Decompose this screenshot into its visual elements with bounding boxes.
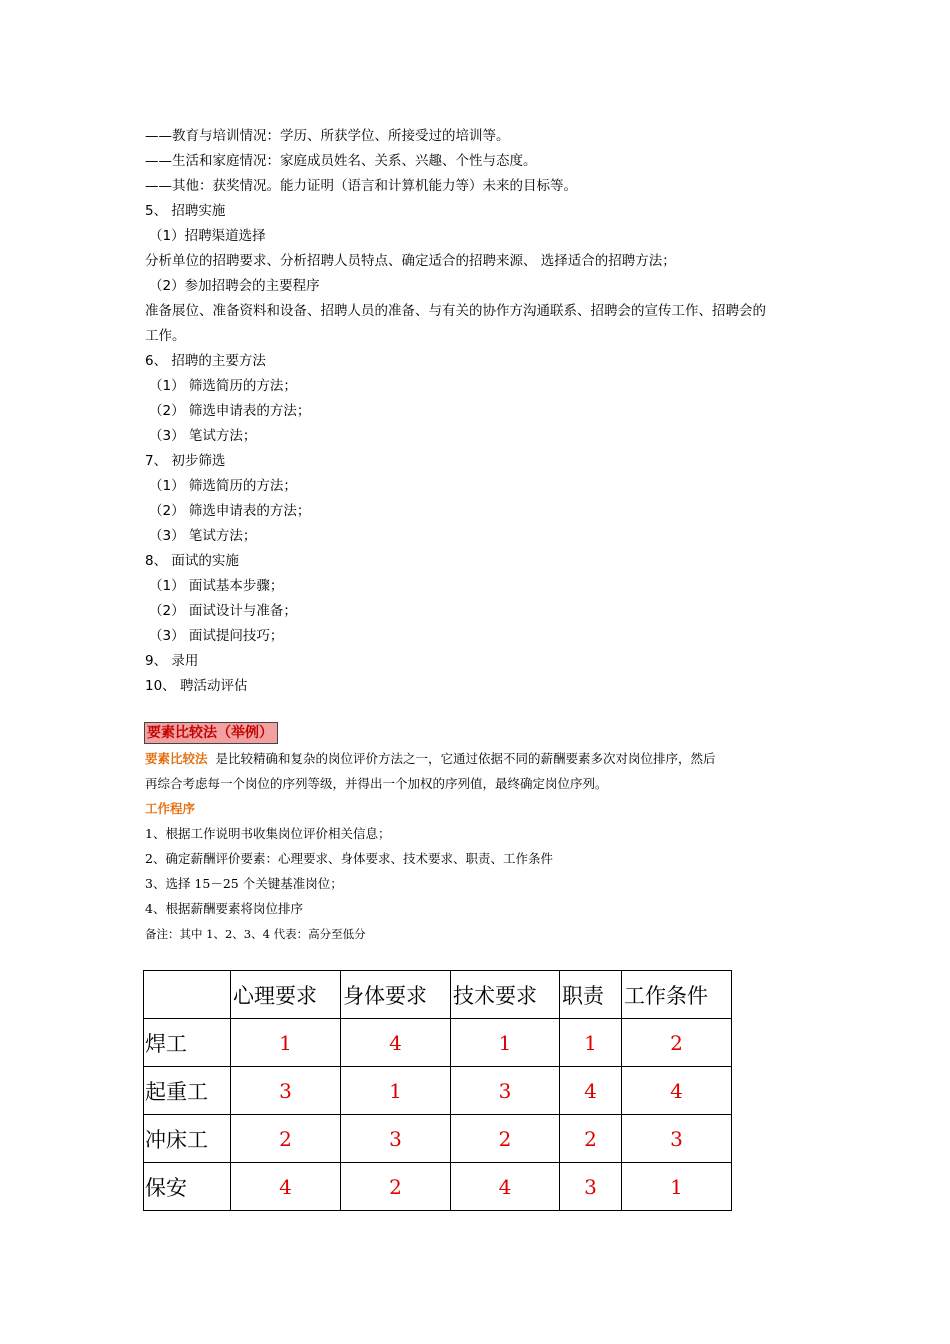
header-cell-empty bbox=[144, 971, 231, 1019]
list-item: （1） 面试基本步骤； bbox=[149, 578, 284, 594]
rank-cell: 4 bbox=[341, 1019, 451, 1067]
list-item: （1） 筛选简历的方法； bbox=[149, 378, 297, 394]
section-heading-9: 9、 录用 bbox=[145, 653, 199, 669]
rank-cell: 4 bbox=[451, 1163, 560, 1211]
table-row bbox=[144, 1115, 732, 1163]
job-ranking-table bbox=[143, 970, 732, 1211]
rank-cell: 1 bbox=[341, 1067, 451, 1115]
list-item: （2） 筛选申请表的方法； bbox=[149, 403, 311, 419]
intro-term: 要素比较法 bbox=[145, 751, 208, 766]
list-item: （3） 笔试方法； bbox=[149, 428, 257, 444]
rank-cell: 1 bbox=[560, 1019, 622, 1067]
list-item: （3） 面试提问技巧； bbox=[149, 628, 284, 644]
table-row bbox=[144, 1163, 732, 1211]
rank-cell: 1 bbox=[622, 1163, 732, 1211]
section-heading-8: 8、 面试的实施 bbox=[145, 553, 239, 569]
rank-cell: 4 bbox=[231, 1163, 341, 1211]
list-item: （2） 筛选申请表的方法； bbox=[149, 503, 311, 519]
rank-cell: 4 bbox=[560, 1067, 622, 1115]
procedure-step: 1、根据工作说明书收集岗位评价相关信息； bbox=[145, 826, 391, 841]
rank-cell: 3 bbox=[560, 1163, 622, 1211]
list-item: （3） 笔试方法； bbox=[149, 528, 257, 544]
row-label: 冲床工 bbox=[144, 1115, 231, 1163]
factor-comparison-heading: 要素比较法（举例） bbox=[144, 722, 278, 744]
rank-cell: 4 bbox=[622, 1067, 732, 1115]
procedure-step: 4、根据薪酬要素将岗位排序 bbox=[145, 901, 303, 916]
section-heading-10: 10、 聘活动评估 bbox=[145, 678, 248, 694]
header-cell: 技术要求 bbox=[451, 971, 560, 1019]
table-row bbox=[144, 1019, 732, 1067]
section-heading-7: 7、 初步筛选 bbox=[145, 453, 226, 469]
intro-paragraph-line-2: 再综合考虑每一个岗位的序列等级，并得出一个加权的序列值，最终确定岗位序列。 bbox=[145, 776, 608, 791]
row-label: 焊工 bbox=[144, 1019, 231, 1067]
procedure-step: 3、选择 15－25 个关键基准岗位； bbox=[145, 876, 343, 891]
header-cell: 心理要求 bbox=[231, 971, 341, 1019]
subsection-1: （1）招聘渠道选择 bbox=[149, 228, 266, 244]
header-cell: 工作条件 bbox=[622, 971, 732, 1019]
rank-cell: 2 bbox=[341, 1163, 451, 1211]
text-line: 工作。 bbox=[145, 328, 186, 344]
row-label: 起重工 bbox=[144, 1067, 231, 1115]
intro-text: 是比较精确和复杂的岗位评价方法之一，它通过依据不同的薪酬要素多次对岗位排序，然后 bbox=[215, 751, 716, 766]
text-line: 准备展位、准备资料和设备、招聘人员的准备、与有关的协作方沟通联系、招聘会的宣传工作、招聘会的 bbox=[145, 303, 766, 319]
rank-cell: 3 bbox=[341, 1115, 451, 1163]
rank-cell: 2 bbox=[560, 1115, 622, 1163]
text-line: ——生活和家庭情况：家庭成员姓名、关系、兴趣、个性与态度。 bbox=[145, 153, 537, 169]
section-heading-5: 5、 招聘实施 bbox=[145, 203, 226, 219]
rank-cell: 1 bbox=[451, 1019, 560, 1067]
list-item: （1） 筛选简历的方法； bbox=[149, 478, 297, 494]
list-item: （2） 面试设计与准备； bbox=[149, 603, 297, 619]
text-line: ——其他：获奖情况。能力证明（语言和计算机能力等）未来的目标等。 bbox=[145, 178, 577, 194]
note-text: 备注：其中 1、2、3、4 代表：高分至低分 bbox=[145, 927, 366, 941]
table-header-row bbox=[144, 971, 732, 1019]
table-row bbox=[144, 1067, 732, 1115]
rank-cell: 3 bbox=[622, 1115, 732, 1163]
text-line: ——教育与培训情况：学历、所获学位、所接受过的培训等。 bbox=[145, 128, 510, 144]
header-cell: 职责 bbox=[560, 971, 622, 1019]
text-line: 分析单位的招聘要求、分析招聘人员特点、确定适合的招聘来源、 选择适合的招聘方法； bbox=[145, 253, 676, 269]
rank-cell: 2 bbox=[231, 1115, 341, 1163]
procedure-step: 2、确定薪酬评价要素：心理要求、身体要求、技术要求、职责、工作条件 bbox=[145, 851, 553, 866]
rank-cell: 2 bbox=[622, 1019, 732, 1067]
rank-cell: 3 bbox=[231, 1067, 341, 1115]
intro-paragraph-line-1 bbox=[145, 749, 715, 769]
header-cell: 身体要求 bbox=[341, 971, 451, 1019]
subsection-2: （2）参加招聘会的主要程序 bbox=[149, 278, 320, 294]
row-label: 保安 bbox=[144, 1163, 231, 1211]
rank-cell: 1 bbox=[231, 1019, 341, 1067]
rank-cell: 3 bbox=[451, 1067, 560, 1115]
rank-cell: 2 bbox=[451, 1115, 560, 1163]
section-heading-6: 6、 招聘的主要方法 bbox=[145, 353, 266, 369]
procedure-title: 工作程序 bbox=[145, 801, 196, 816]
